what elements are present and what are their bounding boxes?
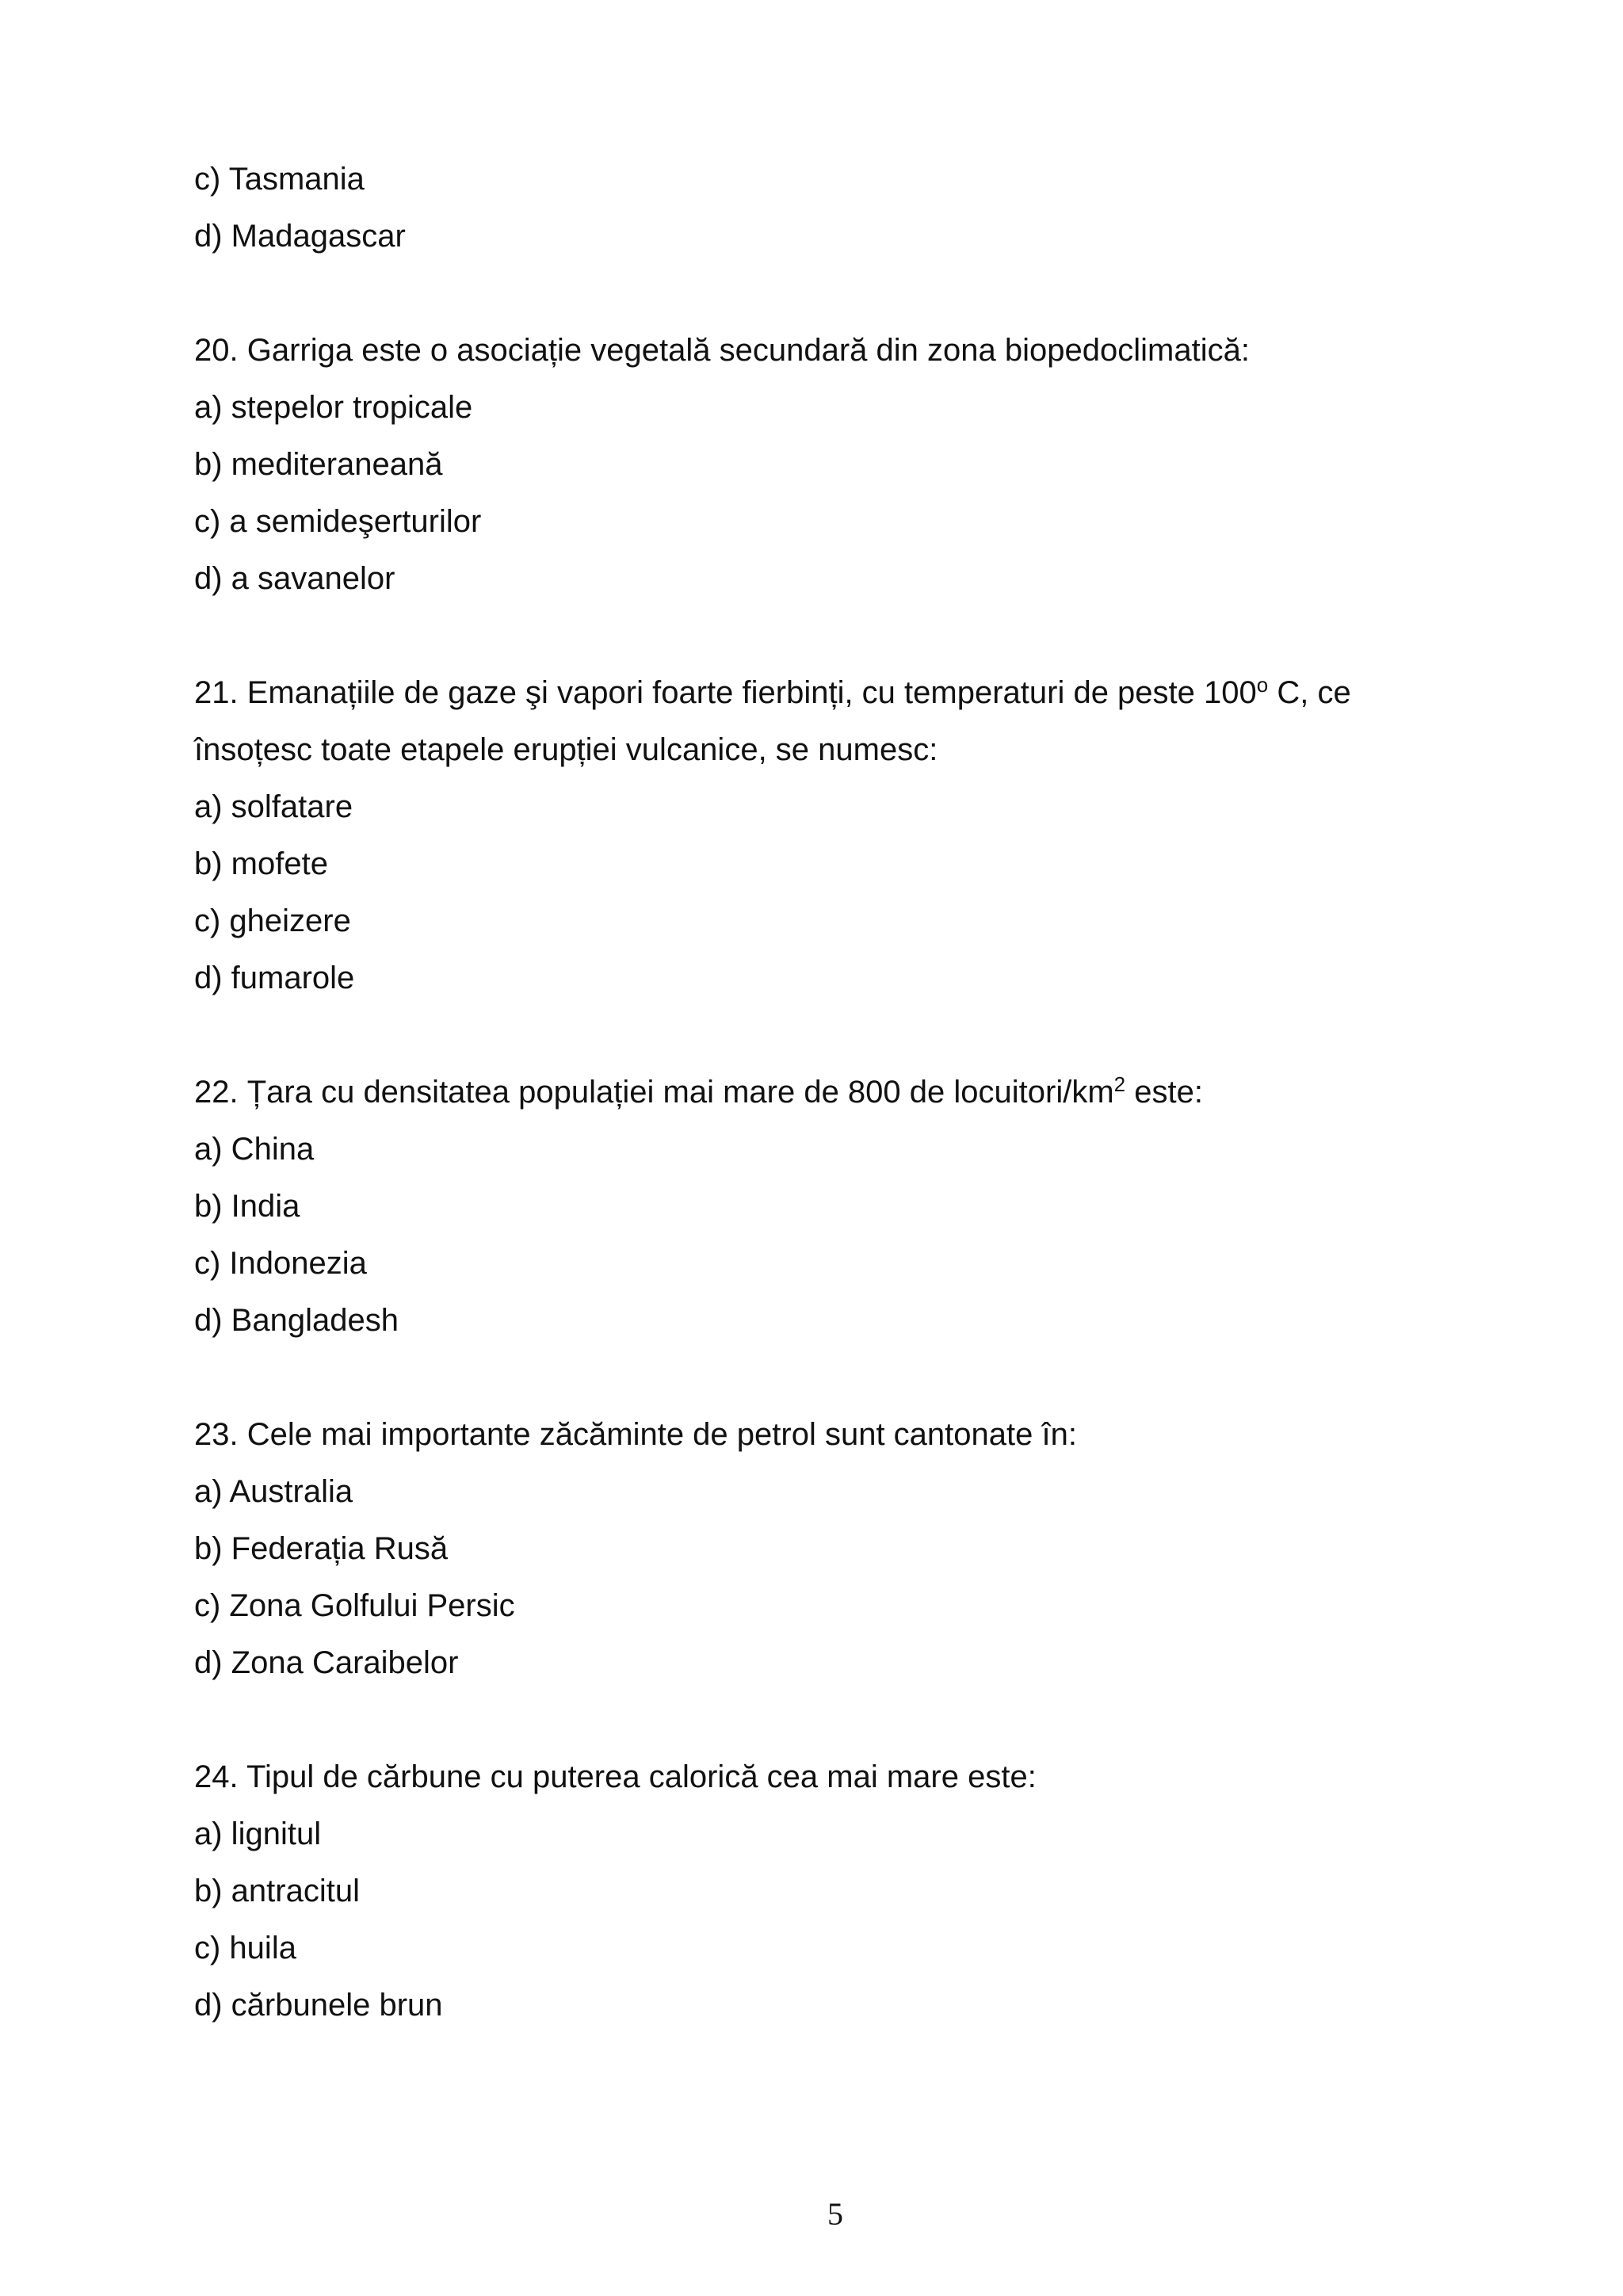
q24-option-c: c) huila [194, 1931, 296, 1966]
q20-option-b: b) mediteraneană [194, 447, 443, 482]
q19-option-c: c) Tasmania [194, 162, 365, 197]
q22-option-c: c) Indonezia [194, 1246, 367, 1281]
q23-option-d: d) Zona Caraibelor [194, 1645, 459, 1680]
squared-superscript: 2 [1113, 1072, 1126, 1096]
q21-question-line2: însoțesc toate etapele erupției vulcanice, se numesc: [194, 732, 938, 767]
q21-option-a: a) solfatare [194, 789, 353, 824]
q22-question-text: 22. Țara cu densitatea populației mai mare de 800 de locuitori/km [194, 1075, 1114, 1110]
q19-option-d: d) Madagascar [194, 219, 406, 254]
q23-question: 23. Cele mai importante zăcăminte de petrol sunt cantonate în: [194, 1417, 1077, 1452]
q22-option-b: b) India [194, 1189, 300, 1224]
q24-option-d: d) cărbunele brun [194, 1988, 443, 2023]
q20-option-c: c) a semideşerturilor [194, 504, 482, 539]
page-number: 5 [827, 2196, 843, 2232]
q22-option-a: a) China [194, 1132, 315, 1167]
q21-question-text: 21. Emanațiile de gaze şi vapori foarte fierbinți, cu temperaturi de peste 100 [194, 675, 1257, 710]
q22-question-text-end: este: [1125, 1075, 1203, 1110]
q23-option-a: a) Australia [194, 1474, 353, 1509]
q24-option-b: b) antracitul [194, 1874, 360, 1908]
degree-superscript: o [1256, 673, 1269, 697]
q20-question: 20. Garriga este o asociație vegetală secundară din zona biopedoclimatică: [194, 333, 1250, 368]
q24-option-a: a) lignitul [194, 1817, 322, 1851]
q21-option-c: c) gheizere [194, 904, 351, 938]
q21-option-d: d) fumarole [194, 961, 355, 995]
q22-option-d: d) Bangladesh [194, 1303, 399, 1338]
q22-question [194, 1064, 1462, 1121]
q23-option-c: c) Zona Golfului Persic [194, 1588, 515, 1623]
q23-option-b: b) Federația Rusă [194, 1531, 449, 1566]
q20-option-d: d) a savanelor [194, 561, 395, 596]
q21-question-text-end: C, ce [1268, 675, 1351, 710]
q21-option-b: b) mofete [194, 846, 328, 881]
question-list [194, 151, 1462, 2034]
q24-question: 24. Tipul de cărbune cu puterea calorică cea mai mare este: [194, 1759, 1037, 1794]
q21-question-line1 [194, 664, 1462, 721]
q20-option-a: a) stepelor tropicale [194, 390, 473, 425]
